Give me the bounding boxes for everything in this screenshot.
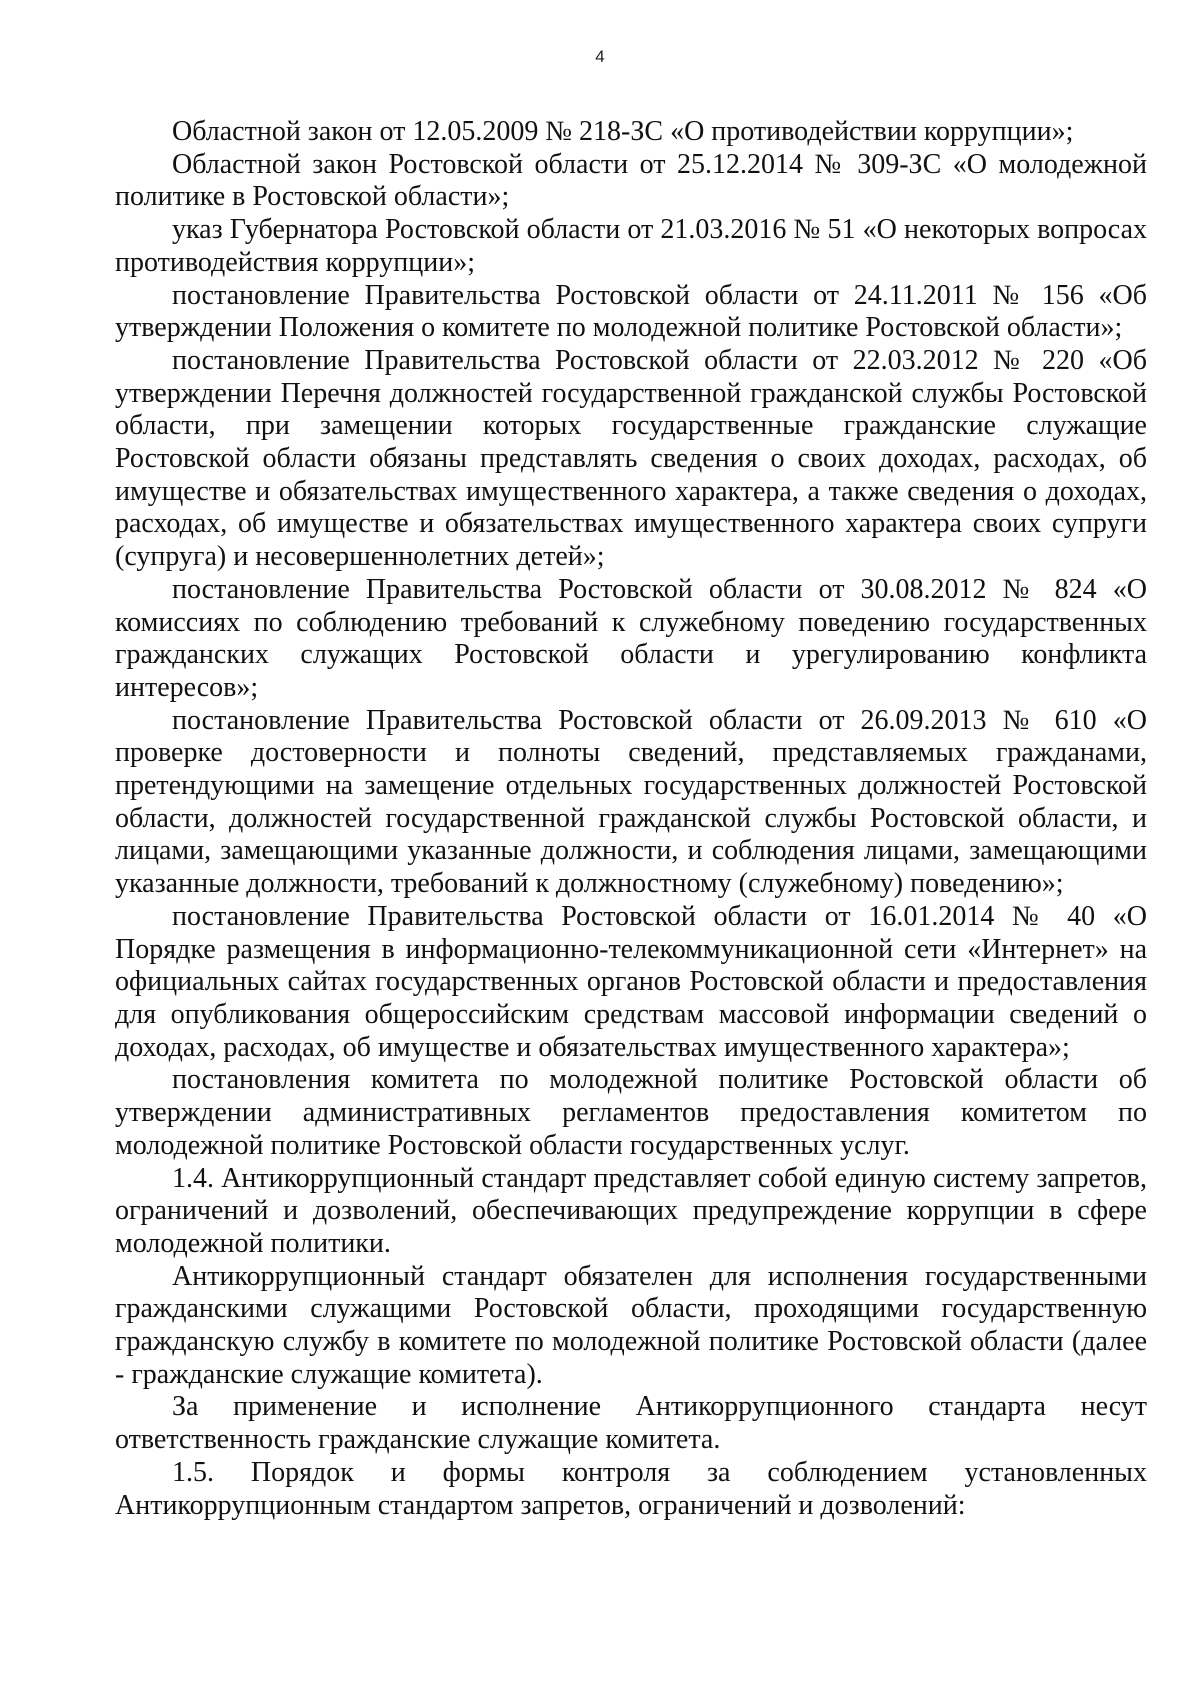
paragraph-standard-mandatory: Антикоррупционный стандарт обязателен для исполнения государственными гражданскими служащими Ростовской области, проходящими государственную гражданскую службу в комитете по молодежной политике Ростовской области (далее - гражданские служащие комитета). bbox=[115, 1260, 1147, 1390]
paragraph-resolution-40: постановление Правительства Ростовской области от 16.01.2014 № 40 «О Порядке размещения в информационно-телекоммуникационной сети «Интернет» на официальных сайтах государственных органов Ростовской области и предоставления для опубликования общероссийским средствам массовой информации сведений о доходах, расходах, об имуществе и обязательствах имущественного характера»; bbox=[115, 900, 1147, 1063]
paragraph-responsibility: За применение и исполнение Антикоррупционного стандарта несут ответственность гражданские служащие комитета. bbox=[115, 1391, 1147, 1456]
paragraph-regional-law-309: Областной закон Ростовской области от 25.12.2014 № 309-ЗС «О молодежной политике в Ростовской области»; bbox=[115, 148, 1147, 213]
paragraph-resolution-156: постановление Правительства Ростовской области от 24.11.2011 № 156 «Об утверждении Положения о комитете по молодежной политике Ростовской области»; bbox=[115, 279, 1147, 344]
paragraph-resolution-220: постановление Правительства Ростовской области от 22.03.2012 № 220 «Об утверждении Перечня должностей государственной гражданской службы Ростовской области, при замещении которых государственные гражданские служащие Ростовской области обязаны представлять сведения о своих доходах, расходах, об имуществе и обязательствах имущественного характера, а также сведения о доходах, расходах, об имуществе и обязательствах имущественного характера своих супруги (супруга) и несовершеннолетних детей»; bbox=[115, 344, 1147, 573]
document-body bbox=[115, 116, 1147, 1522]
paragraph-resolution-824: постановление Правительства Ростовской области от 30.08.2012 № 824 «О комиссиях по соблюдению требований к служебному поведению государственных гражданских служащих Ростовской области и урегулированию конфликта интересов»; bbox=[115, 573, 1147, 703]
paragraph-governor-decree-51: указ Губернатора Ростовской области от 21.03.2016 № 51 «О некоторых вопросах противодействия коррупции»; bbox=[115, 214, 1147, 278]
paragraph-section-1-4: 1.4. Антикоррупционный стандарт представляет собой единую систему запретов, ограничений и дозволений, обеспечивающих предупреждение коррупции в сфере молодежной политики. bbox=[115, 1162, 1147, 1259]
paragraph-regional-law-218: Областной закон от 12.05.2009 № 218-ЗС «О противодействии коррупции»; bbox=[172, 116, 1074, 147]
paragraph-resolution-610: постановление Правительства Ростовской области от 26.09.2013 № 610 «О проверке достоверности и полноты сведений, представляемых гражданами, претендующими на замещение отдельных государственных должностей Ростовской области, должностей государственной гражданской службы Ростовской области, и лицами, замещающими указанные должности, и соблюдения лицами, замещающими указанные должности, требований к должностному (служебному) поведению»; bbox=[115, 704, 1147, 900]
page-number: 4 bbox=[595, 47, 605, 66]
paragraph-section-1-5: 1.5. Порядок и формы контроля за соблюдением установленных Антикоррупционным стандартом запретов, ограничений и дозволений: bbox=[115, 1456, 1147, 1521]
paragraph-committee-resolutions: постановления комитета по молодежной политике Ростовской области об утверждении административных регламентов предоставления комитетом по молодежной политике Ростовской области государственных услуг. bbox=[115, 1064, 1147, 1161]
